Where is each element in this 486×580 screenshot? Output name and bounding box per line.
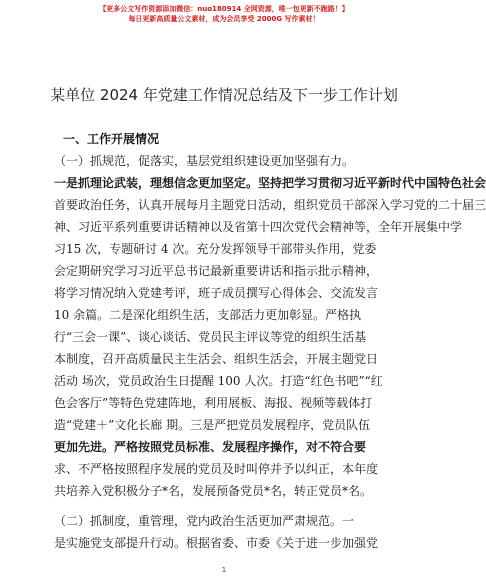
paragraph-line: （二）抓制度，重管理，党内政治生活更加严肃规范。一 <box>54 514 355 528</box>
paragraph-line: 习15 次，专题研讨 4 次。充分发挥领导干部带头作用，党委 <box>54 242 377 256</box>
paragraph-line: 将学习情况纳入党建考评，班子成员撰写心得体会、交流发言 <box>54 286 379 300</box>
paragraph-line: 是实施党支部提升行动。根据省委、市委《关于进一步加强党 <box>54 536 379 550</box>
paragraph-line: 本制度，召开高质量民主生活会、组织生活会，开展主题党日 <box>54 352 379 366</box>
paragraph-line: 求、不严格按照程序发展的党员及时叫停并予以纠正，本年度 <box>54 462 379 476</box>
watermark-banner <box>0 4 448 24</box>
banner-line-1: 【更多公文写作资源添加微信：nuo180914 全网资源，唯一包更新不跑路！】 <box>99 5 349 13</box>
page-number: 1 <box>221 566 227 574</box>
paragraph-line: 造“党建＋”文化长廊 期。三是严把党员发展程序，党员队伍 <box>54 418 371 432</box>
banner-line-2: 每日更新高质量公文素材，成为会员享受 2000G 写作素材！ <box>128 15 320 23</box>
paragraph-line: 活动 场次，党员政治生日提醒 100 人次。打造“红色书吧”“红 <box>54 374 383 388</box>
paragraph-line: 一是抓理论武装，理想信念更加坚定。坚持把学习贯彻习近平新时代中国特色社会 <box>54 176 486 190</box>
paragraph-line: 会定期研究学习习近平总书记最新重要讲话和指示批示精神， <box>54 264 379 278</box>
paragraph-line: 行“三会一课”、谈心谈话、党员民主评议等党的组织生活基 <box>54 330 367 344</box>
paragraph-line: 共培养入党积极分子*名，发展预备党员*名，转正党员*名。 <box>54 484 373 498</box>
document-body <box>54 150 486 554</box>
paragraph-line: 神、习近平系列重要讲话精神以及省第十四次党代会精神等，全年开展集中学 <box>54 220 463 234</box>
paragraph-line: 10 余篇。二是深化组织生活，支部活力更加彰显。严格执 <box>54 308 362 322</box>
paragraph-line: 首要政治任务，认真开展每月主题党日活动，组织党员干部深入学习党的二十届三 <box>54 198 486 212</box>
paragraph-line: 色会客厅”等特色党建阵地，利用展板、海报、视频等载体打 <box>54 396 373 410</box>
paragraph-line: 更加先进。严格按照党员标准、发展程序操作，对不符合要 <box>54 440 367 454</box>
document-title: 某单位 2024 年党建工作情况总结及下一步工作计划 <box>50 86 398 104</box>
section-heading: 一、工作开展情况 <box>63 132 160 146</box>
paragraph-line: （一）抓规范，促落实，基层党组织建设更加坚强有力。 <box>54 154 355 168</box>
